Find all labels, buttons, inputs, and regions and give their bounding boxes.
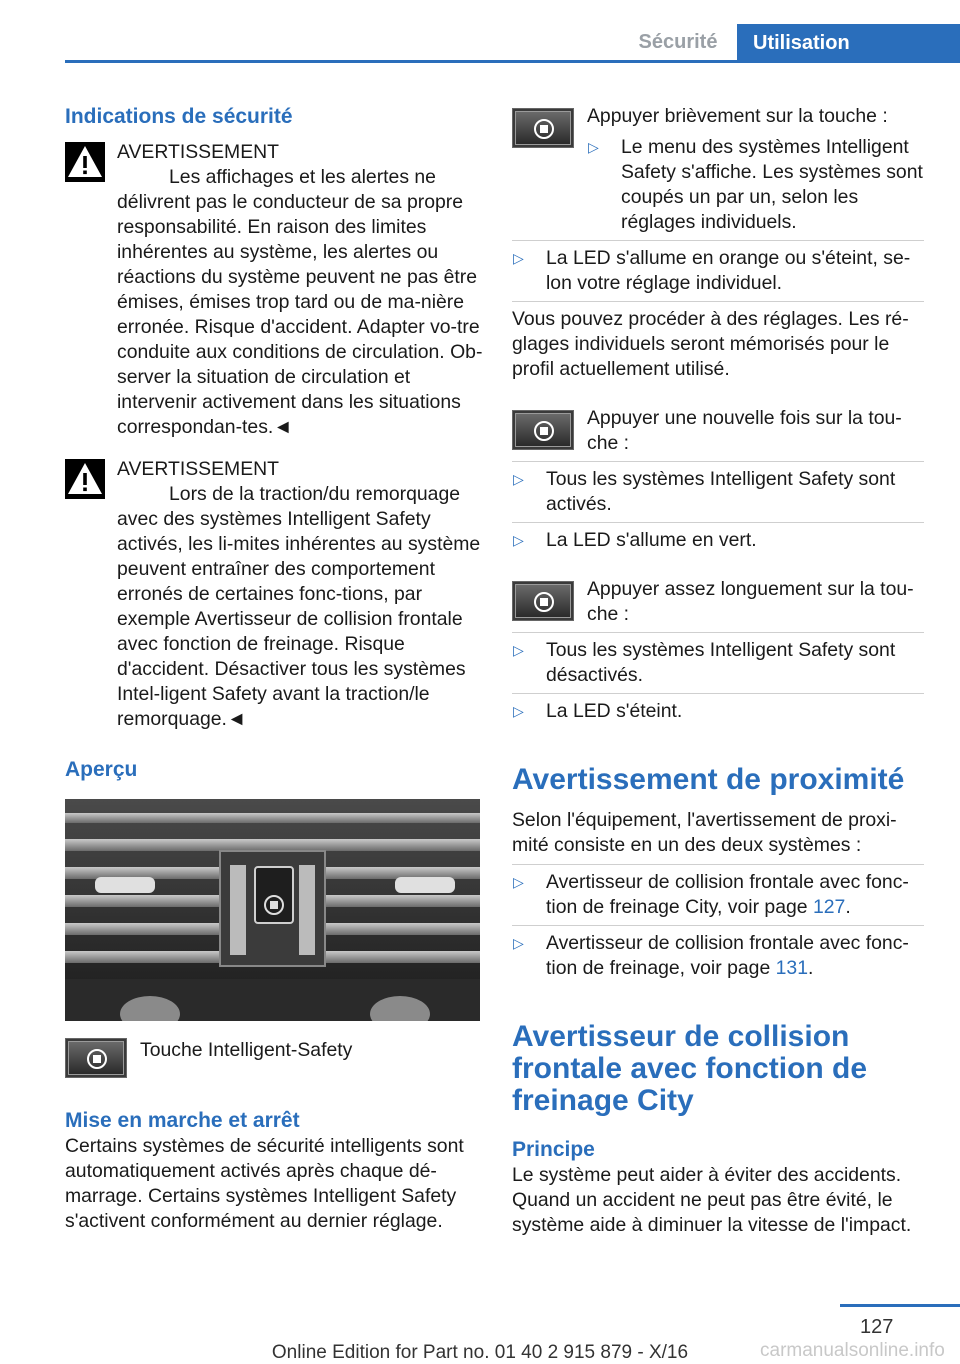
heading-principle: Principe [512,1138,595,1161]
press-short-row [512,104,924,235]
press-long-text: Appuyer assez longuement sur la tou-che : [587,578,914,625]
watermark: carmanualsonline.info [760,1340,945,1361]
page-link-127[interactable]: 127 [812,896,846,918]
heading-on-off: Mise en marche et arrêt [65,1109,300,1132]
heading-proximity: Avertissement de proximité [512,763,905,796]
press-again-text: Appuyer une nouvelle fois sur la tou-che : [587,407,902,454]
heading-safety: Indications de sécurité [65,105,293,128]
on-off-text: Certains systèmes de sécurité intelligents sont automatiquement activés après chaque dé-marrage. Certains systèmes Intelligent Safety s'activent conformément au dernier réglage. [65,1135,464,1232]
left-column [65,104,483,833]
list-item: ▷ La LED s'éteint. [513,700,683,722]
principle-text: Le système peut aider à éviter des accidents. Quand un accident ne peut pas être évité, le système aide à diminuer la vitesse de l'impact. [512,1164,912,1236]
header-rule [65,60,960,63]
page-number: 127 [860,1316,894,1338]
intelligent-safety-button-icon [512,108,574,148]
intelligent-safety-button-icon [512,410,574,450]
intelligent-safety-button-icon [512,581,574,621]
list-item: ▷ Avertisseur de collision frontale avec fonc-tion de freinage City, voir page 127. [513,871,909,918]
header-tab-section[interactable]: Sécurité [638,31,718,53]
list-item: ▷ Avertisseur de collision frontale avec fonc-tion de freinage, voir page 131. [513,932,909,979]
list-item: ▷ Le menu des systèmes Intelligent Safety s'affiche. Les systèmes sont coupés un par un, selon les réglages individuels. [588,136,923,233]
header-tab-chapter[interactable]: Utilisation [737,24,960,62]
warning-triangle-icon [65,142,105,182]
warning-2-title: AVERTISSEMENT [117,458,279,480]
settings-text: Vous pouvez procéder à des réglages. Les ré-glages individuels seront mémorisés pour le profil actuellement utilisé. [512,308,909,380]
warning-1-title: AVERTISSEMENT [117,141,279,163]
footer-rule [840,1304,960,1307]
warning-block-1 [65,140,483,440]
press-long-row [512,577,924,627]
warning-2-text: Lors de la traction/du remorquage avec des systèmes Intelligent Safety activés, les li-mites inhérentes au système peuvent entraîner des comportement erronés de certaines fonc-tions, par exemple Avertisseur de collision frontale avec fonction de freinage. Risque d'accident. Désactiver tous les systèmes Intel-ligent Safety avant la traction/le remorquage.◄ [117,483,481,730]
list-item: ▷ Tous les systèmes Intelligent Safety sont activés. [513,468,896,515]
button-caption-row [65,1038,483,1080]
intelligent-safety-button-icon [65,1038,127,1078]
list-item: ▷ La LED s'allume en orange ou s'éteint, se-lon votre réglage individuel. [513,247,911,294]
page-link-131[interactable]: 131 [775,957,808,979]
proximity-text: Selon l'équipement, l'avertissement de proxi-mité consiste en un des deux systèmes : [512,809,897,856]
right-column [512,104,924,1238]
warning-block-2 [65,457,483,732]
press-short-text: Appuyer brièvement sur la touche : [587,105,888,127]
edition-text: Online Edition for Part no. 01 40 2 915 879 - X/16 [271,1342,689,1363]
warning-1-text: Les affichages et les alertes ne délivrent pas le conducteur de sa propre responsabilité. En raison des limites inhérentes au système, les alertes ou réactions du système peuvent ne pas être émises, émises trop tard ou de ma-nière erronée. Risque d'accident. Adapter vo-tre conduite aux conditions de circulation. Ob-server la situation de circulation et intervenir activement dans les situations correspondan-tes.◄ [117,166,483,438]
left-column-lower [65,1038,483,1234]
list-item: ▷ La LED s'allume en vert. [513,529,757,551]
list-item: ▷ Tous les systèmes Intelligent Safety sont désactivés. [513,639,896,686]
press-again-row [512,406,924,456]
heading-overview: Aperçu [65,758,138,781]
warning-triangle-icon [65,459,105,499]
button-caption: Touche Intelligent-Safety [140,1039,353,1061]
console-photo [65,799,480,1021]
heading-city-brake: Avertisseur de collision frontale avec fonction de freinage City [512,1020,868,1117]
